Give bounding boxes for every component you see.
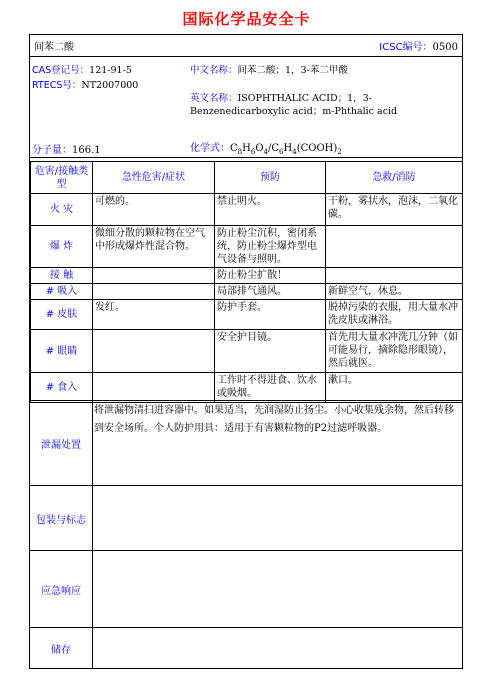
en-name-value-1: ISOPHTHALIC ACID；1，3- xyxy=(237,93,372,104)
section-label: 应急响应 xyxy=(30,551,93,627)
header-type: 危害/接触类型 xyxy=(31,162,93,194)
molecular-weight xyxy=(32,141,101,156)
row-prevention: 防护手套。 xyxy=(215,300,326,330)
row-first-aid: 漱口。 xyxy=(326,373,463,403)
row-first-aid: 脱掉污染的衣服，用大量水冲洗皮肤或淋浴。 xyxy=(326,300,463,330)
row-type: 火 灾 xyxy=(31,194,93,226)
row-type: # 食入 xyxy=(31,373,93,403)
row-symptoms xyxy=(93,373,215,403)
section-spill xyxy=(30,400,462,485)
rtecs-value: NT2007000 xyxy=(81,80,139,91)
section-emergency xyxy=(30,550,462,627)
mw-value: 166.1 xyxy=(72,145,101,156)
formula-value: $C_8H_6O_4/C_6H_4(COOH)_2$ xyxy=(230,143,342,156)
header-symptoms: 急性危害/症状 xyxy=(93,162,215,194)
section-text: 将泄漏物清扫进容器中。如果适当，先润湿防止扬尘。小心收集残余物，然后转移到安全场所。个人防护用具：适用于有害颗粒物的P2过滤呼吸器。 xyxy=(94,405,454,434)
english-name-line-2: Benzenedicarboxylic acid；m-Phthalic acid xyxy=(190,106,398,117)
table-row xyxy=(31,330,463,373)
row-symptoms: 微细分散的颗粒物在空气中形成爆炸性混合物。 xyxy=(93,226,215,268)
rtecs-number xyxy=(32,77,138,91)
section-packaging xyxy=(30,485,462,550)
row-prevention: 禁止明火。 xyxy=(215,194,326,226)
row-symptoms xyxy=(93,284,215,300)
section-label: 包装与标志 xyxy=(30,486,93,550)
mw-label: 分子量： xyxy=(32,145,72,156)
row-type: # 吸入 xyxy=(31,284,93,300)
row-first-aid: 首先用大量水冲洗几分钟（如可能易行，摘除隐形眼镜），然后就医。 xyxy=(326,330,463,373)
row-symptoms: 可燃的。 xyxy=(93,194,215,226)
header-row xyxy=(30,35,462,57)
cas-number xyxy=(32,62,132,76)
row-prevention: 防止粉尘沉积，密闭系统，防止粉尘爆炸型电气设备与照明。 xyxy=(215,226,326,268)
icsc-label: ICSC编号： xyxy=(379,42,433,53)
row-prevention: 局部排气通风。 xyxy=(215,284,326,300)
row-first-aid xyxy=(326,226,463,268)
table-row xyxy=(31,284,463,300)
section-label: 储存 xyxy=(30,628,93,669)
table-row xyxy=(31,226,463,268)
header-first-aid: 急救/消防 xyxy=(326,162,463,194)
row-symptoms xyxy=(93,268,215,284)
row-symptoms xyxy=(93,330,215,373)
hazard-table xyxy=(30,161,463,403)
table-row xyxy=(31,268,463,284)
row-first-aid xyxy=(326,268,463,284)
row-first-aid: 新鲜空气，休息。 xyxy=(326,284,463,300)
cas-label: CAS登记号： xyxy=(32,65,90,76)
icsc-number xyxy=(379,38,458,53)
english-name xyxy=(190,90,372,104)
row-type: # 眼睛 xyxy=(31,330,93,373)
section-label: 泄漏处置 xyxy=(30,401,93,485)
identification-block xyxy=(30,57,462,158)
formula-label: 化学式： xyxy=(190,143,230,154)
chinese-name xyxy=(190,62,348,76)
row-prevention: 防止粉尘扩散！ xyxy=(215,268,326,284)
row-prevention: 安全护目镜。 xyxy=(215,330,326,373)
row-type: # 皮肤 xyxy=(31,300,93,330)
row-type: 爆 炸 xyxy=(31,226,93,268)
cn-name-value: 间苯二酸；1，3-苯二甲酸 xyxy=(237,65,348,76)
chemical-name: 间苯二酸 xyxy=(34,42,74,53)
card-title: 国际化学品安全卡 xyxy=(182,10,311,28)
cas-value: 121-91-5 xyxy=(89,65,132,76)
icsc-value: 0500 xyxy=(432,42,458,53)
section-storage xyxy=(30,627,462,669)
row-type: 接 触 xyxy=(31,268,93,284)
row-symptoms: 发红。 xyxy=(93,300,215,330)
table-row xyxy=(31,373,463,403)
cn-name-label: 中文名称： xyxy=(190,65,238,76)
safety-card xyxy=(29,34,463,669)
rtecs-label: RTECS号： xyxy=(32,80,82,91)
row-first-aid: 干粉，雾状水，泡沫，二氧化碳。 xyxy=(326,194,463,226)
en-name-label: 英文名称： xyxy=(190,93,238,104)
chemical-formula xyxy=(190,139,342,156)
header-prevention: 预防 xyxy=(215,162,326,194)
table-row xyxy=(31,194,463,226)
table-row xyxy=(31,300,463,330)
hazard-table-header xyxy=(31,162,463,194)
row-prevention: 工作时不得进食、饮水或吸烟。 xyxy=(215,373,326,403)
